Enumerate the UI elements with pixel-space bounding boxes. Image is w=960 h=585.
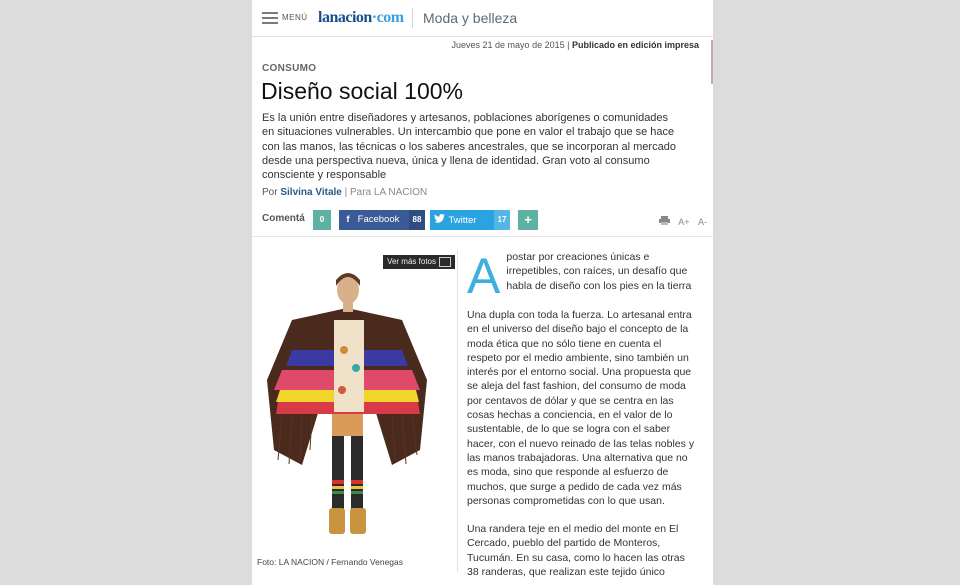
article-kicker[interactable]: CONSUMO [262,63,317,74]
twitter-count: 17 [494,210,510,230]
article-tools [653,216,707,227]
hamburger-menu-icon[interactable] [262,12,278,24]
menu-label[interactable]: MENÚ [282,13,308,22]
article-lead: Es la unión entre diseñadores y artesanos, poblaciones aborígenes o comunidades en situaciones vulnerables. Un intercambio que pone en valor el trabajo que se hace con las manos, las técnicas o los saberes ancestrales, que se incorporan al mercado desde una perspectiva nueva, única y llena de identidad. Gran voto al consumo consciente y responsable [262,112,676,182]
article-title: Diseño social 100% [261,78,464,104]
model-photo-illustration [252,250,457,550]
twitter-share-button[interactable]: Twitter [430,210,494,230]
first-paragraph: Apostar por creaciones únicas e irrepetibles, con raíces, un desafío que habla de diseño con los pies en la tierra [467,248,692,304]
facebook-share-button[interactable]: f Facebook [339,210,409,230]
printer-icon[interactable] [659,217,673,227]
article-photo[interactable] [252,250,458,572]
divider [252,236,713,237]
share-bar [262,210,707,230]
publish-date: Jueves 21 de mayo de 2015 | Publicado en edición impresa [451,40,699,50]
paragraph: Una randera teje en el medio del monte en El Cercado, pueblo del partido de Monteros, Tucumán. En su casa, como lo hacen las otras 38 randeras, que realizan este tejido único [467,523,685,579]
expand-icon [439,257,451,267]
font-increase-button[interactable]: A+ [678,217,690,227]
top-bar [252,0,713,37]
comment-count[interactable]: 0 [313,210,331,230]
font-decrease-button[interactable]: A- [698,217,707,227]
facebook-count: 88 [409,210,425,230]
more-share-button[interactable]: + [518,210,538,230]
facebook-icon: f [346,214,350,225]
site-logo[interactable]: lanacion·com [318,9,404,26]
section-title[interactable]: Moda y belleza [423,10,518,26]
byline: Por Silvina Vitale | Para LA NACION [262,187,428,198]
article-page [252,0,713,585]
author-link[interactable]: Silvina Vitale [280,187,342,198]
side-accent [711,40,713,84]
twitter-icon [432,210,446,230]
more-photos-button[interactable]: Ver más fotos [383,255,455,269]
photo-caption: Foto: LA NACION / Fernando Venegas [257,557,403,567]
article-body [467,250,697,585]
paragraph: Una dupla con toda la fuerza. Lo artesanal entra en el universo del diseño bajo el concepto de la moda ética que no sólo tiene en cuenta el respeto por el medio ambiente, sino también un interés por el entorno social. Una propuesta que se aleja del fast fashion, del consumo de moda por centavos de dólar y que se centra en las cosas hechas a conciencia, en el valor de lo sustentable, de lo que se logra con el saber hacer, con el nuevo reinado de las telas nobles y las manos trabajadoras. Una alternativa que no es moda, sino que responde al esfuerzo de muchos, que surge a pedido de cada vez más personas comprometidas con lo que usan. [467,309,695,507]
header-divider [412,8,413,28]
comment-label[interactable]: Comentá [262,213,305,224]
drop-cap: A [467,248,501,304]
